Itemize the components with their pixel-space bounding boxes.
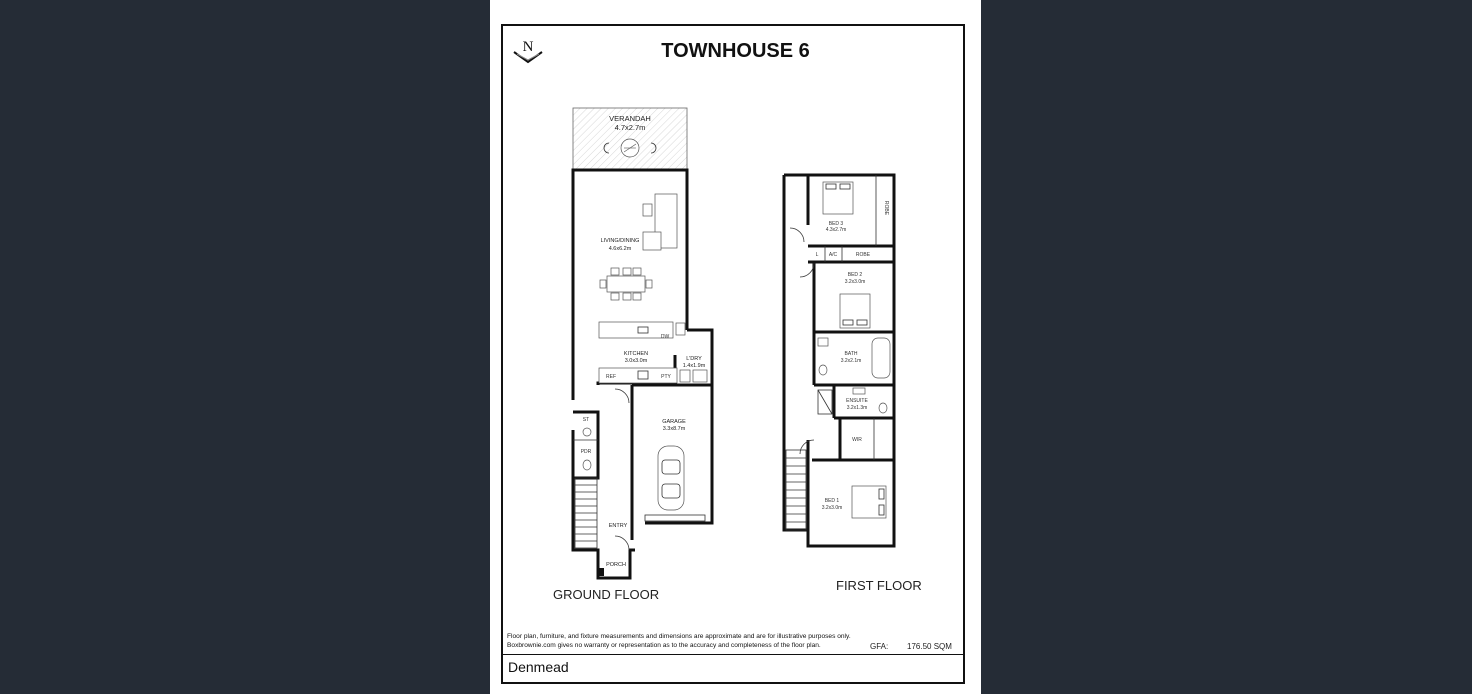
bed2-size: 3.2x3.0m — [844, 279, 866, 285]
first-floor-plan — [784, 175, 894, 546]
pantry-label: PTY — [661, 374, 671, 380]
disclaimer — [507, 632, 851, 650]
bed3-size: 4.3x2.7m — [825, 227, 847, 233]
kitchen-size: 3.0x3.0m — [624, 358, 648, 364]
kitchen-name: KITCHEN — [623, 351, 649, 357]
living-size: 4.6x6.2m — [608, 246, 632, 252]
garage-name: GARAGE — [662, 419, 686, 425]
compass-label: N — [522, 39, 534, 55]
plan-title: TOWNHOUSE 6 — [661, 40, 810, 62]
entry-label: ENTRY — [608, 523, 628, 529]
dining-table-icon — [607, 276, 645, 292]
bed-icon — [852, 486, 886, 518]
bed3-name: BED 3 — [828, 221, 844, 227]
ground-stairs — [575, 478, 597, 548]
bed1-name: BED 1 — [824, 498, 840, 504]
bath-name: BATH — [844, 351, 858, 357]
robe-label: ROBE — [883, 200, 889, 216]
dishwasher-label: DW — [660, 334, 670, 340]
ground-floor-plan — [573, 108, 712, 578]
robe-label: ROBE — [855, 252, 871, 258]
laundry-name: L'DRY — [686, 356, 702, 362]
ensuite-size: 3.2x1.3m — [846, 405, 868, 411]
first-floor-stairs — [786, 450, 806, 530]
bed2-name: BED 2 — [847, 272, 863, 278]
ground-floor-label: GROUND FLOOR — [553, 587, 660, 602]
car-icon — [658, 446, 684, 510]
storage-label: ST — [582, 417, 590, 423]
gfa-value: 176.50 SQM — [907, 642, 952, 651]
toilet-icon — [583, 460, 591, 470]
toilet-icon — [879, 403, 887, 413]
disclaimer-line: Boxbrownie.com gives no warranty or representation as to the accuracy and completeness of the floor plan. — [507, 642, 821, 649]
air-conditioner-label: A/C — [828, 252, 838, 258]
garage-door — [645, 515, 705, 521]
bath-size: 3.2x2.1m — [840, 358, 862, 364]
first-floor-label: FIRST FLOOR — [836, 578, 922, 593]
powder-room-label: PDR — [580, 449, 592, 455]
linen-label: L — [815, 252, 819, 258]
bed1-size: 3.2x3.0m — [821, 505, 843, 511]
wir-label: WIR — [852, 437, 862, 443]
laundry-size: 1.4x1.9m — [682, 363, 706, 369]
disclaimer-line: Floor plan, furniture, and fixture measurements and dimensions are approximate and are for illustrative purposes only. — [507, 633, 851, 640]
verandah-size: 4.7x2.7m — [614, 123, 646, 132]
porch-label: PORCH — [606, 562, 626, 568]
gfa-label: GFA: — [870, 642, 889, 651]
ensuite-name: ENSUITE — [846, 398, 868, 404]
floor-plan-sheet — [490, 0, 981, 694]
bathtub-icon — [872, 338, 890, 378]
living-name: LIVING/DINING — [600, 238, 640, 244]
location-label: Denmead — [508, 659, 569, 675]
bed-icon — [840, 294, 870, 328]
bed-icon — [823, 182, 853, 214]
fridge-label: REF — [606, 374, 616, 380]
toilet-icon — [819, 365, 827, 375]
verandah-name: VERANDAH — [609, 114, 651, 123]
garage-size: 3.3x8.7m — [662, 426, 686, 432]
